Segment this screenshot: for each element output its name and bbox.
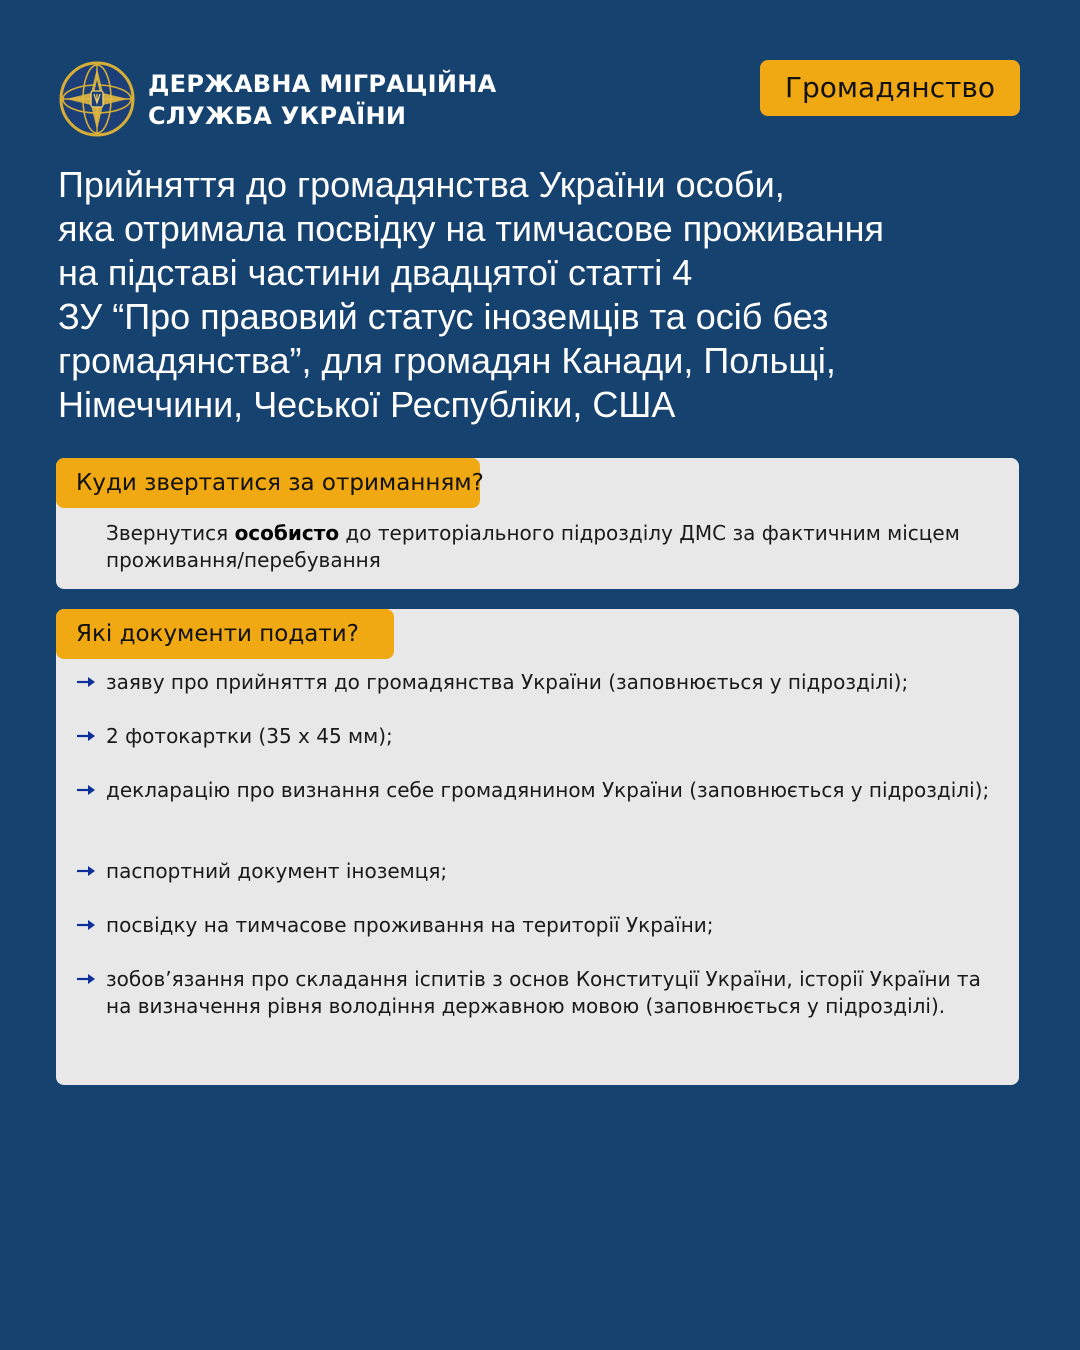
list-item-text: зобов’язання про складання іспитів з основ Конституції України, історії України та на визначення рівня володіння державною мовою (заповнюється у підрозділі). [106, 967, 981, 1018]
where-text-before: Звернутися [106, 521, 235, 545]
where-text-after: до територіального підрозділу ДМС за фактичним місцем проживання/перебування [106, 521, 960, 572]
title-line: на підставі частини двадцятої статті 4 [58, 252, 693, 293]
where-text-bold: особисто [234, 521, 340, 545]
arrow-right-icon [76, 729, 96, 743]
header [58, 60, 1020, 140]
org-name-line1: ДЕРЖАВНА МІГРАЦІЙНА [148, 70, 497, 98]
list-item-text: декларацію про визнання себе громадянином України (заповнюється у підрозділі); [106, 778, 990, 802]
documents-heading: Які документи подати? [56, 609, 394, 659]
category-badge: Громадянство [760, 60, 1020, 116]
org-name-line2: СЛУЖБА УКРАЇНИ [148, 102, 407, 130]
title-line: яка отримала посвідку на тимчасове проживання [58, 208, 885, 249]
dms-emblem-icon [58, 60, 136, 138]
arrow-right-icon [76, 918, 96, 932]
title-line: громадянства”, для громадян Канади, Польщі, [58, 340, 836, 381]
title-line: Прийняття до громадянства України особи, [58, 164, 785, 205]
list-item-text: посвідку на тимчасове проживання на території України; [106, 913, 714, 937]
arrow-right-icon [76, 783, 96, 797]
arrow-right-icon [76, 972, 96, 986]
where-to-apply-heading: Куди звертатися за отриманням? [56, 458, 480, 508]
where-to-apply-text [106, 520, 986, 574]
list-item-text: 2 фотокартки (35 х 45 мм); [106, 724, 393, 748]
title-line: Німеччини, Чеської Республіки, США [58, 384, 676, 425]
list-item-text: паспортний документ іноземця; [106, 859, 448, 883]
arrow-right-icon [76, 864, 96, 878]
list-item-text: заяву про прийняття до громадянства України (заповнюється у підрозділі); [106, 670, 909, 694]
arrow-right-icon [76, 675, 96, 689]
org-name [148, 68, 497, 132]
title-line: ЗУ “Про правовий статус іноземців та осіб без [58, 296, 829, 337]
documents-card [56, 609, 1019, 1085]
page-title [58, 163, 1018, 427]
where-to-apply-card [56, 458, 1019, 589]
